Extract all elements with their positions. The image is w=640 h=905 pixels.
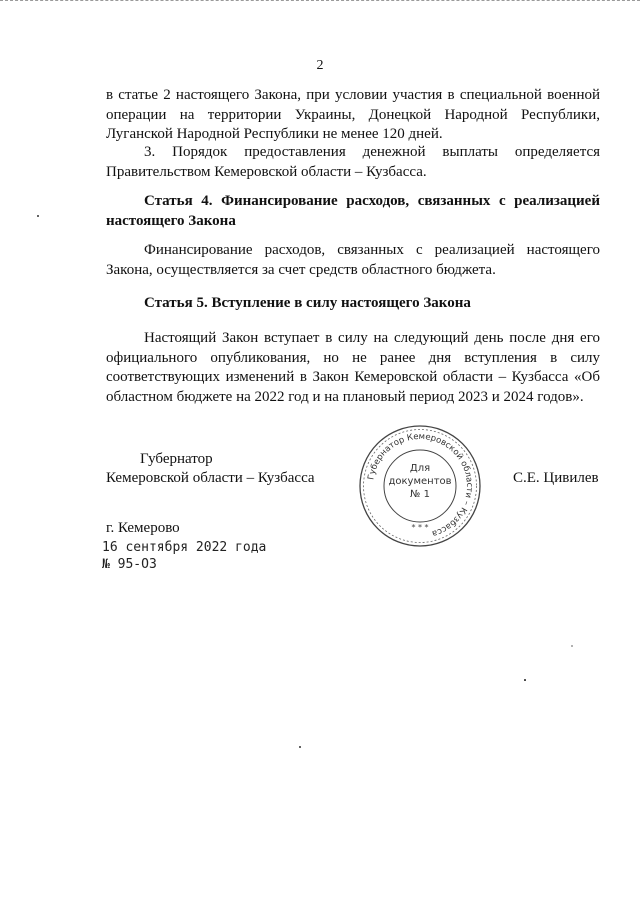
law-date: 16 сентября 2022 года <box>102 540 267 555</box>
scan-speck <box>299 746 301 748</box>
place: г. Кемерово <box>106 520 180 536</box>
signatory-name: С.Е. Цивилев <box>513 470 599 486</box>
scan-edge-line <box>0 0 640 2</box>
paragraph-item-3: 3. Порядок предоставления денежной выплаты определяется Правительством Кемеровской области – Кузбасса. <box>106 144 600 180</box>
signature-title-line1: Губернатор <box>140 451 213 467</box>
official-seal-stamp <box>358 424 482 548</box>
scan-speck <box>37 215 39 217</box>
seal-star-icon: * * * <box>411 523 429 532</box>
article-5-heading: Статья 5. Вступление в силу настоящего Закона <box>144 295 471 311</box>
scan-speck <box>524 679 526 681</box>
seal-ring-text: Губернатор Кемеровской области – Кузбасса <box>366 431 475 539</box>
seal-center-line2: документов <box>388 476 452 487</box>
article-4-text: Финансирование расходов, связанных с реализацией настоящего Закона, осуществляется за счет средств областного бюджета. <box>106 242 600 278</box>
paragraph-intro: в статье 2 настоящего Закона, при условии участия в специальной военной операции на территории Украины, Донецкой Народной Республики, Луганской Народной Республики не менее 120 дней. <box>106 87 600 142</box>
seal-center-line3: № 1 <box>410 489 430 500</box>
page-number: 2 <box>316 58 324 73</box>
article-5-text: Настоящий Закон вступает в силу на следующий день после дня его официального опубликования, но не ранее дня вступления в силу соответствующих изменений в Закон Кемеровской области – Кузбасса «Об областном бюджете на 2022 год и на плановый период 2023 и 2024 годов». <box>106 330 600 405</box>
scan-speck <box>571 645 573 647</box>
seal-center-line1: Для <box>409 463 431 474</box>
article-4-heading: Статья 4. Финансирование расходов, связанных с реализацией настоящего Закона <box>106 193 600 229</box>
law-number: № 95-ОЗ <box>102 557 157 572</box>
signature-title-line2: Кемеровской области – Кузбасса <box>106 470 315 486</box>
